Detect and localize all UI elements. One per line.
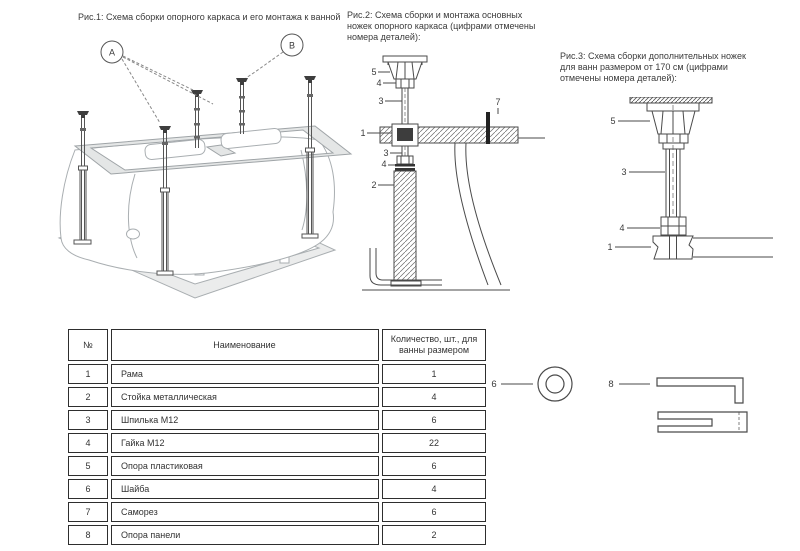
part-label-5: 5: [610, 116, 616, 126]
frame-mount-block: [392, 124, 418, 146]
washer-label: 6: [491, 379, 497, 390]
plastic-support: [388, 62, 422, 79]
part-qty: 6: [382, 410, 486, 430]
stud-lower: [397, 146, 413, 164]
part-label-1: 1: [360, 128, 366, 138]
part-qty: 2: [382, 525, 486, 545]
extra-leg: [236, 78, 248, 134]
frame-section: [653, 236, 773, 259]
part-label-3: 3: [378, 96, 384, 106]
part-qty: 6: [382, 502, 486, 522]
part-label-4: 4: [376, 78, 382, 88]
washer-drawing: [501, 367, 572, 401]
fig2-title: Рис.2: Схема сборки и монтажа основных ножек опорного каркаса (цифрами отмечены номера деталей):: [347, 10, 536, 42]
part-qty: 4: [382, 479, 486, 499]
table-row: [68, 525, 486, 545]
part-num: 3: [68, 410, 108, 430]
fig3-diagram: [585, 97, 775, 269]
washer-rings: [395, 164, 415, 171]
part-label-4b: 4: [381, 159, 387, 169]
loose-parts-diagram: [480, 348, 780, 468]
part-label-5: 5: [371, 67, 377, 77]
part-qty: 4: [382, 387, 486, 407]
panel-support-label: 8: [608, 379, 614, 390]
table-row: [68, 364, 486, 384]
table-header-row: [68, 329, 486, 361]
col-header-name: Наименование: [111, 329, 379, 361]
nut-upper: [659, 134, 688, 149]
table-row: [68, 410, 486, 430]
part-label-7: 7: [495, 97, 501, 107]
tub-apron-profile: [455, 143, 501, 285]
table-row: [68, 456, 486, 476]
drain-hole: [127, 229, 140, 239]
col-header-num: №: [68, 329, 108, 361]
part-num: 5: [68, 456, 108, 476]
part-num: 7: [68, 502, 108, 522]
part-num: 6: [68, 479, 108, 499]
metal-stand: [391, 171, 421, 286]
table-row: [68, 502, 486, 522]
part-name: Гайка М12: [111, 433, 379, 453]
part-label-1: 1: [607, 242, 613, 252]
callout-a-label: A: [108, 47, 116, 58]
nut-upper: [396, 79, 414, 88]
part-qty: 1: [382, 364, 486, 384]
nut-lower: [661, 217, 686, 235]
callout-b: [281, 34, 303, 56]
part-label-3: 3: [621, 167, 627, 177]
part-label-4: 4: [619, 223, 625, 233]
col-header-qty: Количество, шт., для ванны размером: [382, 329, 486, 361]
fig1-title: Рис.1: Схема сборки опорного каркаса и его монтажа к ванной: [78, 12, 341, 22]
table-row: [68, 387, 486, 407]
part-name: Шпилька М12: [111, 410, 379, 430]
part-name: Шайба: [111, 479, 379, 499]
part-num: 1: [68, 364, 108, 384]
part-qty: 22: [382, 433, 486, 453]
part-name: Саморез: [111, 502, 379, 522]
table-row: [68, 433, 486, 453]
part-name: Опора пластиковая: [111, 456, 379, 476]
parts-table: [65, 326, 489, 548]
panel-support-drawing: [619, 378, 747, 432]
callout-leaders: [122, 52, 283, 123]
fig3-part-labels: [607, 116, 665, 252]
callout-b-label: B: [288, 40, 296, 51]
part-num: 8: [68, 525, 108, 545]
stud-upper: [402, 88, 408, 127]
part-name: Рама: [111, 364, 379, 384]
part-label-2: 2: [371, 180, 377, 190]
part-num: 4: [68, 433, 108, 453]
fig1-diagram: [45, 28, 355, 318]
part-name: Стойка металлическая: [111, 387, 379, 407]
callout-a: [101, 41, 123, 63]
fig2-diagram: [350, 52, 550, 307]
self-tapping-screw: [486, 112, 490, 144]
plastic-support: [652, 111, 695, 134]
part-qty: 6: [382, 456, 486, 476]
fig3-title: Рис.3: Схема сборки дополнительных ножек для ванн размером от 170 см (цифрами отмечены номера деталей):: [560, 51, 746, 83]
part-label-3b: 3: [383, 148, 389, 158]
table-row: [68, 479, 486, 499]
part-name: Опора панели: [111, 525, 379, 545]
part-num: 2: [68, 387, 108, 407]
tub-bottom-strip: [630, 97, 712, 103]
